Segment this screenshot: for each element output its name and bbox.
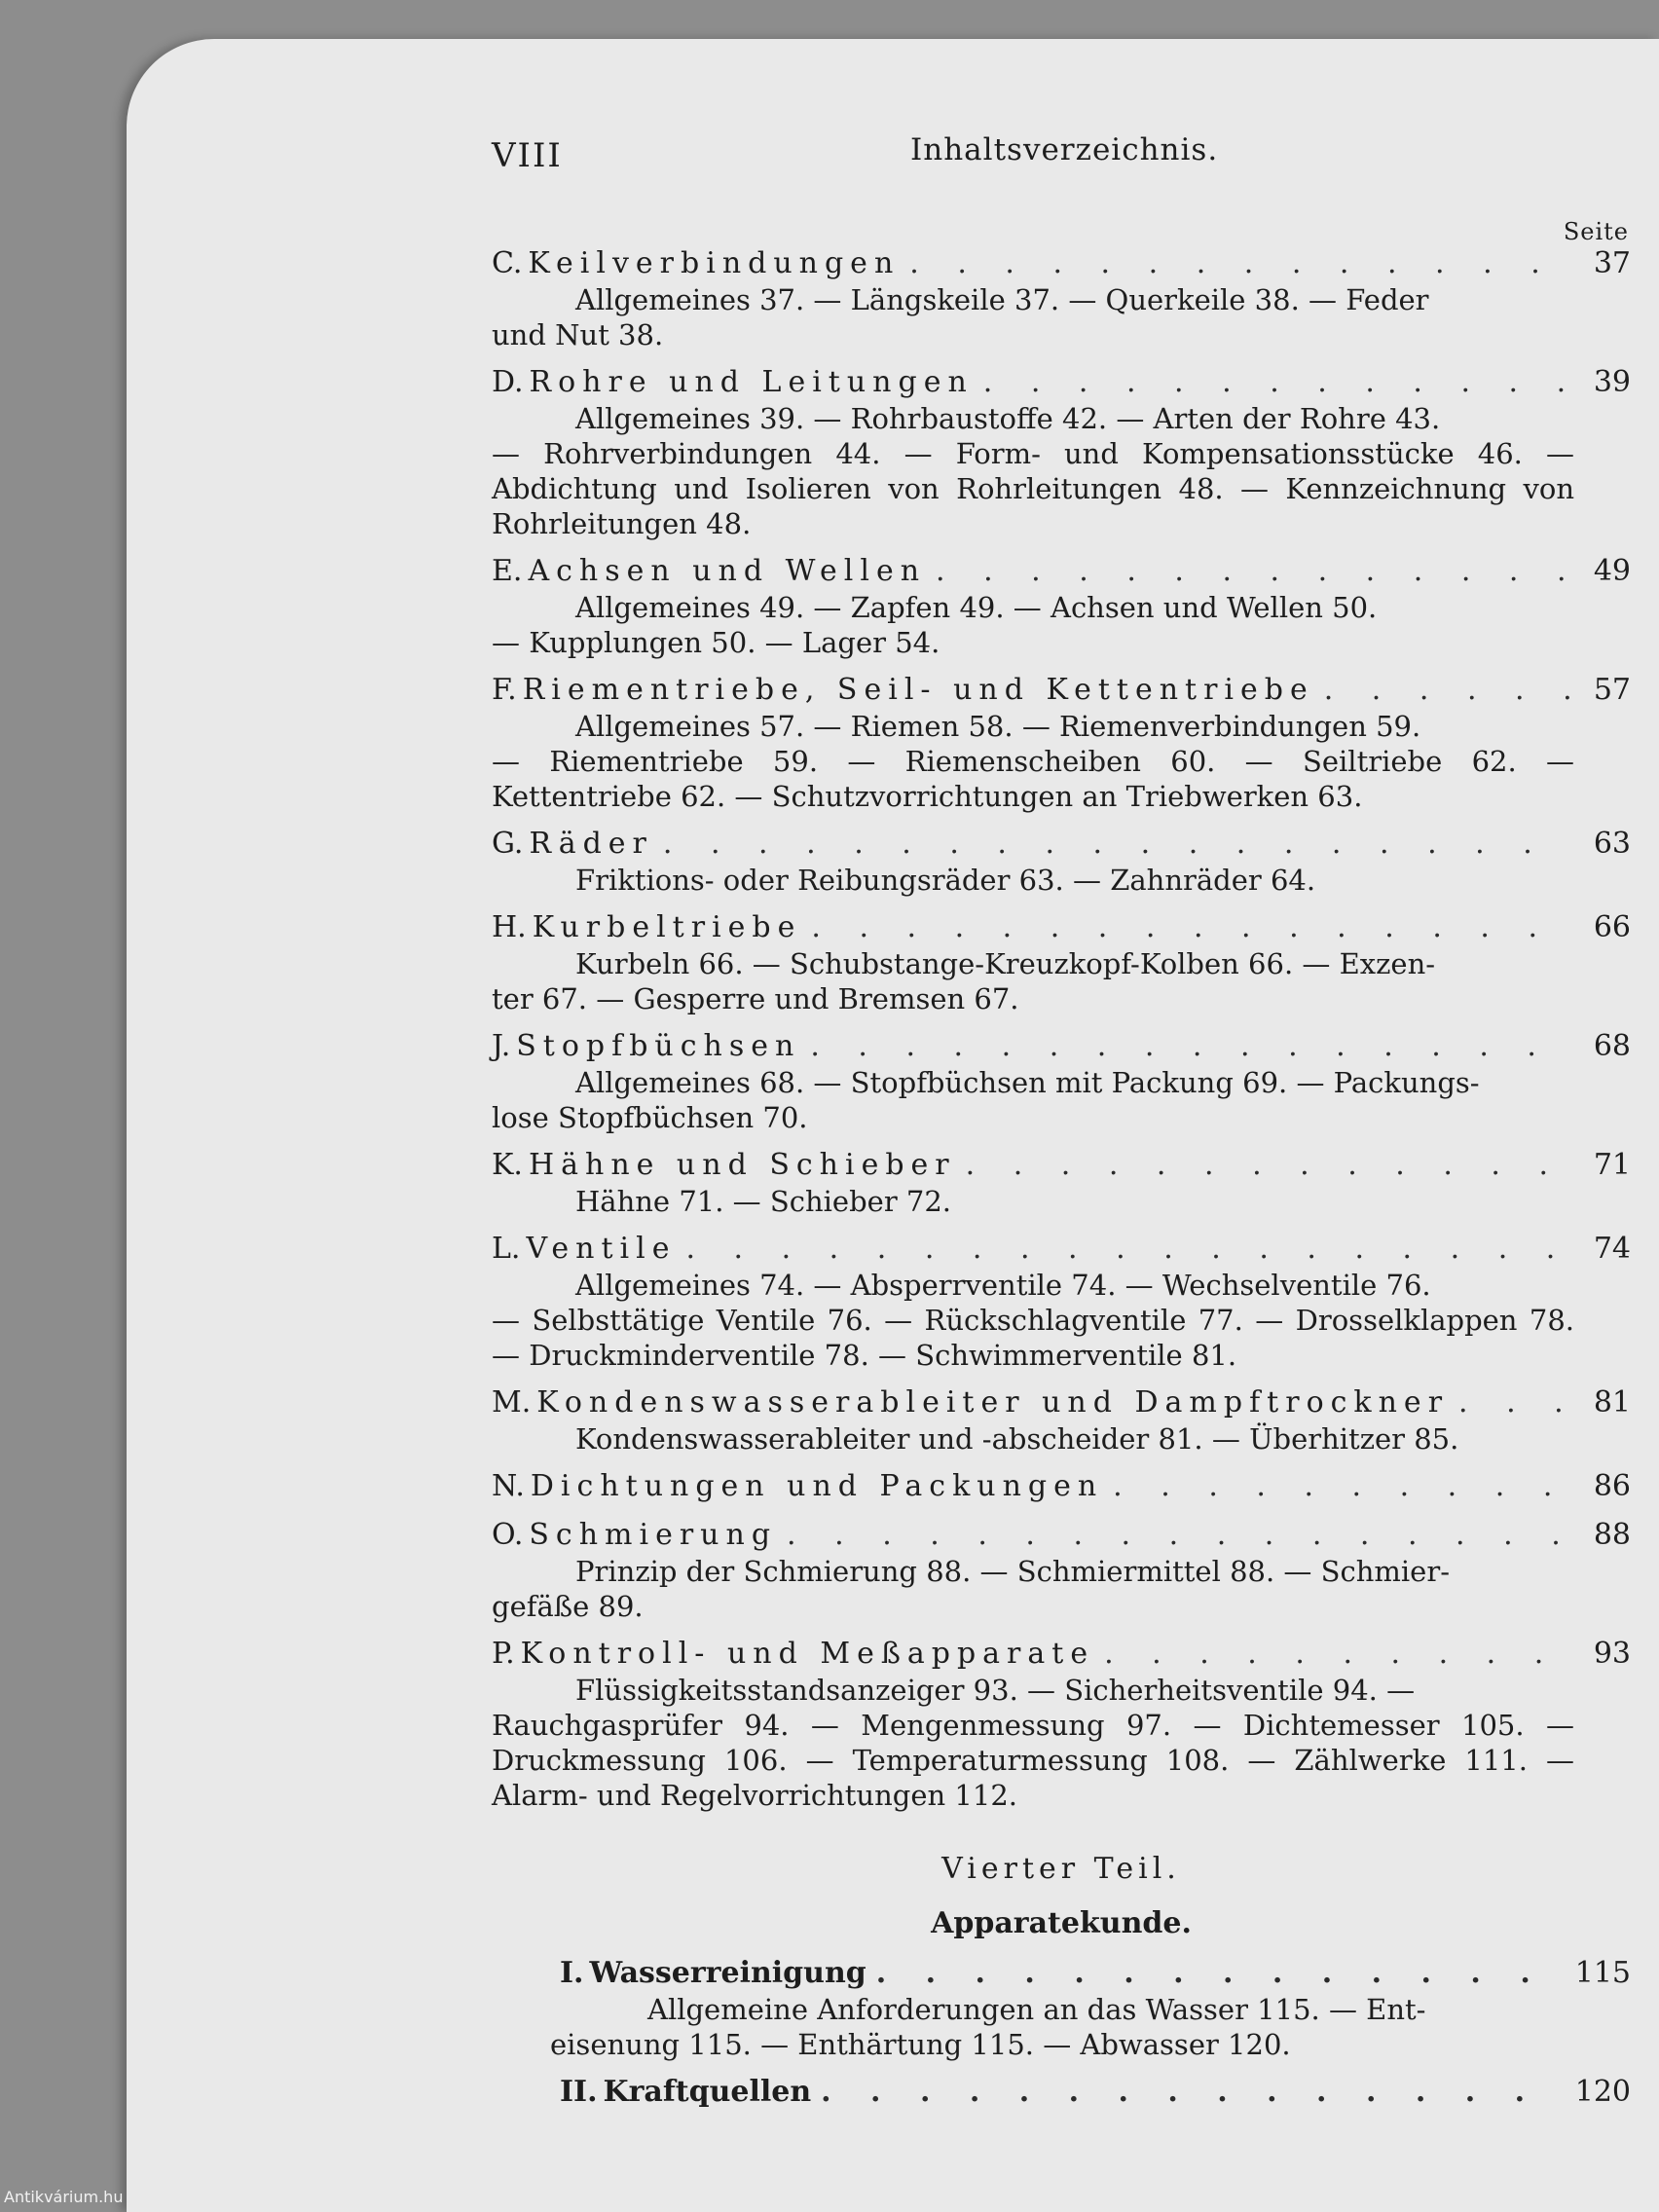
toc-entry-heading — [492, 826, 1631, 863]
toc-entry-description — [492, 1268, 1574, 1373]
toc-entry-letter: K. — [492, 1148, 523, 1182]
toc-entry-heading — [492, 1384, 1631, 1421]
toc-entry-page: 57 — [1593, 673, 1631, 707]
toc-entry-title: Ventile — [526, 1232, 677, 1266]
toc-entry-description-line: Allgemeines 57. — Riemen 58. — Riemenverbindungen 59. — [575, 710, 1421, 743]
toc-entry-description-continuation: lose Stopfbüchsen 70. — [492, 1101, 808, 1134]
dot-leader — [787, 1517, 1572, 1554]
dot-leader — [810, 1028, 1572, 1065]
toc-entry-description — [492, 1992, 1574, 2062]
toc-entry — [492, 553, 1631, 660]
toc-sub-entries — [492, 1955, 1631, 2111]
toc-entry-title: Räder — [529, 827, 653, 861]
toc-entry — [492, 245, 1631, 352]
toc-entry-heading — [492, 1028, 1631, 1065]
toc-entry-description — [492, 863, 1574, 898]
toc-entry-description-continuation: — Riementriebe 59. — Riemenscheiben 60. — Seiltriebe 62. — Kettentriebe 62. — Schutzvorrichtungen an Triebwerken 63. — [492, 745, 1574, 813]
toc-entry — [492, 909, 1631, 1016]
toc-entry-page: 71 — [1593, 1148, 1631, 1182]
toc-entry-page: 68 — [1593, 1029, 1631, 1063]
dot-leader — [966, 1147, 1572, 1184]
dot-leader — [1104, 1636, 1572, 1673]
toc-entry-page: 88 — [1593, 1518, 1631, 1552]
toc-entry-heading — [492, 2074, 1631, 2111]
toc-entry-description-continuation: — Kupplungen 50. — Lager 54. — [492, 626, 940, 659]
toc-entry-heading — [492, 1231, 1631, 1268]
page-header — [492, 125, 1631, 183]
toc-entry-description-line: Kondenswasserableiter und -abscheider 81. — Überhitzer 85. — [575, 1422, 1459, 1456]
toc-entry-heading — [492, 245, 1631, 282]
toc-entry-page: 120 — [1574, 2075, 1631, 2109]
toc-entries — [492, 245, 1631, 1813]
toc-entry-page: 49 — [1593, 554, 1631, 588]
toc-entry-page: 66 — [1593, 910, 1631, 944]
toc-entry-description — [492, 946, 1574, 1016]
dot-leader — [685, 1231, 1572, 1268]
toc-entry-heading — [492, 1636, 1631, 1673]
toc-entry-description — [492, 401, 1574, 541]
dot-leader — [1458, 1384, 1572, 1421]
toc-entry-letter: L. — [492, 1232, 521, 1266]
toc-entry-description-line: Allgemeines 39. — Rohrbaustoffe 42. — Arten der Rohre 43. — [575, 402, 1441, 435]
toc-entry-description-continuation: — Rohrverbindungen 44. — Form- und Kompensationsstücke 46. — Abdichtung und Isolieren von Rohrleitungen 48. — Kennzeichnung von Rohrleitungen 48. — [492, 437, 1574, 540]
toc-entry-title: Hähne und Schieber — [528, 1148, 956, 1182]
toc-entry-title: Kraftquellen — [603, 2075, 812, 2109]
part-title: Vierter Teil. — [941, 1852, 1181, 1886]
toc-entry-title: Schmierung — [529, 1518, 778, 1552]
table-of-contents — [492, 125, 1631, 2122]
toc-entry — [492, 364, 1631, 541]
toc-entry-letter: J. — [492, 1029, 511, 1063]
toc-entry-letter: N. — [492, 1469, 525, 1503]
toc-entry — [492, 1231, 1631, 1373]
toc-entry-title: Kurbeltriebe — [532, 910, 802, 944]
toc-entry-title: Dichtungen und Packungen — [530, 1469, 1104, 1503]
toc-entry-title: Kondenswasserableiter und Dampftrockner — [536, 1385, 1450, 1419]
toc-entry-heading — [492, 1955, 1631, 1992]
page-column-label: Seite — [1563, 218, 1629, 245]
toc-entry-heading — [492, 1468, 1631, 1505]
toc-entry-title: Kontroll- und Meßapparate — [520, 1637, 1095, 1671]
page-title: Inhaltsverzeichnis. — [910, 132, 1219, 167]
toc-entry-description-continuation: gefäße 89. — [492, 1590, 644, 1623]
toc-entry-page: 81 — [1593, 1385, 1631, 1419]
toc-entry-title: Stopfbüchsen — [516, 1029, 801, 1063]
toc-entry-heading — [492, 672, 1631, 709]
toc-entry-description-line: Allgemeines 68. — Stopfbüchsen mit Packung 69. — Packungs- — [575, 1066, 1480, 1099]
dot-leader — [876, 1955, 1566, 1992]
toc-entry-description-continuation: ter 67. — Gesperre und Bremsen 67. — [492, 982, 1019, 1015]
dot-leader — [821, 2074, 1566, 2111]
toc-entry-letter: G. — [492, 827, 524, 861]
watermark: Antikvárium.hu — [4, 2188, 124, 2206]
toc-entry-description — [492, 1554, 1574, 1624]
dot-leader — [663, 826, 1572, 863]
dot-leader — [1324, 672, 1572, 709]
toc-entry-title: Achsen und Wellen — [528, 554, 927, 588]
toc-entry-page: 37 — [1593, 246, 1631, 280]
toc-entry — [492, 1955, 1631, 2062]
toc-entry-description-continuation: eisenung 115. — Enthärtung 115. — Abwasser 120. — [550, 2028, 1291, 2061]
toc-entry — [492, 1517, 1631, 1624]
toc-entry-description-line: Allgemeines 37. — Längskeile 37. — Querkeile 38. — Feder — [575, 283, 1429, 316]
dot-leader — [811, 909, 1572, 946]
toc-entry — [492, 1636, 1631, 1813]
toc-entry — [492, 672, 1631, 814]
toc-entry-page: 115 — [1574, 1956, 1631, 1990]
page-number: VIII — [492, 136, 563, 175]
toc-entry-description — [492, 1065, 1574, 1135]
toc-entry-description-line: Flüssigkeitsstandsanzeiger 93. — Sicherheitsventile 94. — — [575, 1674, 1416, 1707]
toc-entry-letter: E. — [492, 554, 523, 588]
dot-leader — [983, 364, 1572, 401]
toc-entry-description-line: Kurbeln 66. — Schubstange-Kreuzkopf-Kolben 66. — Exzen- — [575, 947, 1436, 980]
toc-entry — [492, 1147, 1631, 1219]
toc-entry-description-line: Allgemeines 74. — Absperrventile 74. — Wechselventile 76. — [575, 1269, 1431, 1302]
toc-entry-letter: II. — [560, 2075, 598, 2109]
toc-entry-letter: C. — [492, 246, 523, 280]
toc-entry-title: Riementriebe, Seil- und Kettentriebe — [522, 673, 1314, 707]
toc-entry-letter: F. — [492, 673, 517, 707]
toc-entry-heading — [492, 1147, 1631, 1184]
toc-entry-description-line: Hähne 71. — Schieber 72. — [575, 1185, 952, 1218]
toc-entry-letter: M. — [492, 1385, 532, 1419]
toc-entry — [492, 826, 1631, 898]
toc-entry-letter: I. — [560, 1956, 584, 1990]
toc-entry-title: Keilverbindungen — [528, 246, 901, 280]
toc-entry-page: 74 — [1593, 1232, 1631, 1266]
toc-entry-page: 63 — [1593, 827, 1631, 861]
toc-entry — [492, 2074, 1631, 2111]
dot-leader — [936, 553, 1572, 590]
toc-entry-letter: P. — [492, 1637, 515, 1671]
toc-entry-page: 39 — [1593, 365, 1631, 399]
toc-entry-description-line: Allgemeine Anforderungen an das Wasser 115. — Ent- — [647, 1993, 1426, 2026]
toc-entry-description — [492, 1184, 1574, 1219]
toc-entry-description-continuation: und Nut 38. — [492, 318, 664, 351]
toc-entry-letter: D. — [492, 365, 524, 399]
toc-entry-description — [492, 1421, 1574, 1456]
toc-entry-description — [492, 1673, 1574, 1813]
toc-entry-heading — [492, 909, 1631, 946]
toc-entry-description — [492, 590, 1574, 660]
toc-entry-description-line: Allgemeines 49. — Zapfen 49. — Achsen und Wellen 50. — [575, 591, 1378, 624]
toc-entry-title: Wasserreinigung — [589, 1956, 866, 1990]
toc-entry — [492, 1468, 1631, 1505]
toc-entry-page: 86 — [1593, 1469, 1631, 1503]
toc-entry-description — [492, 709, 1574, 814]
toc-entry-description-continuation: Rauchgasprüfer 94. — Mengenmessung 97. — Dichtemesser 105. — Druckmessung 106. — Temperaturmessung 108. — Zählwerke 111. — Alarm- und Regelvorrichtungen 112. — [492, 1709, 1574, 1812]
toc-entry-heading — [492, 553, 1631, 590]
toc-entry-heading — [492, 364, 1631, 401]
dot-leader — [1113, 1468, 1572, 1505]
toc-entry-description-line: Prinzip der Schmierung 88. — Schmiermittel 88. — Schmier- — [575, 1555, 1451, 1588]
toc-entry-letter: H. — [492, 910, 527, 944]
toc-entry — [492, 1028, 1631, 1135]
dot-leader — [909, 245, 1572, 282]
part-subtitle: Apparatekunde. — [931, 1906, 1192, 1940]
toc-entry-description-continuation: — Selbsttätige Ventile 76. — Rückschlagventile 77. — Drosselklappen 78. — Druckminderventile 78. — Schwimmerventile 81. — [492, 1304, 1574, 1372]
toc-entry-letter: O. — [492, 1518, 524, 1552]
toc-entry-description-line: Friktions- oder Reibungsräder 63. — Zahnräder 64. — [575, 864, 1316, 897]
toc-entry-description — [492, 282, 1574, 352]
toc-entry-heading — [492, 1517, 1631, 1554]
toc-entry-title: Rohre und Leitungen — [529, 365, 974, 399]
toc-entry — [492, 1384, 1631, 1456]
toc-entry-page: 93 — [1593, 1637, 1631, 1671]
